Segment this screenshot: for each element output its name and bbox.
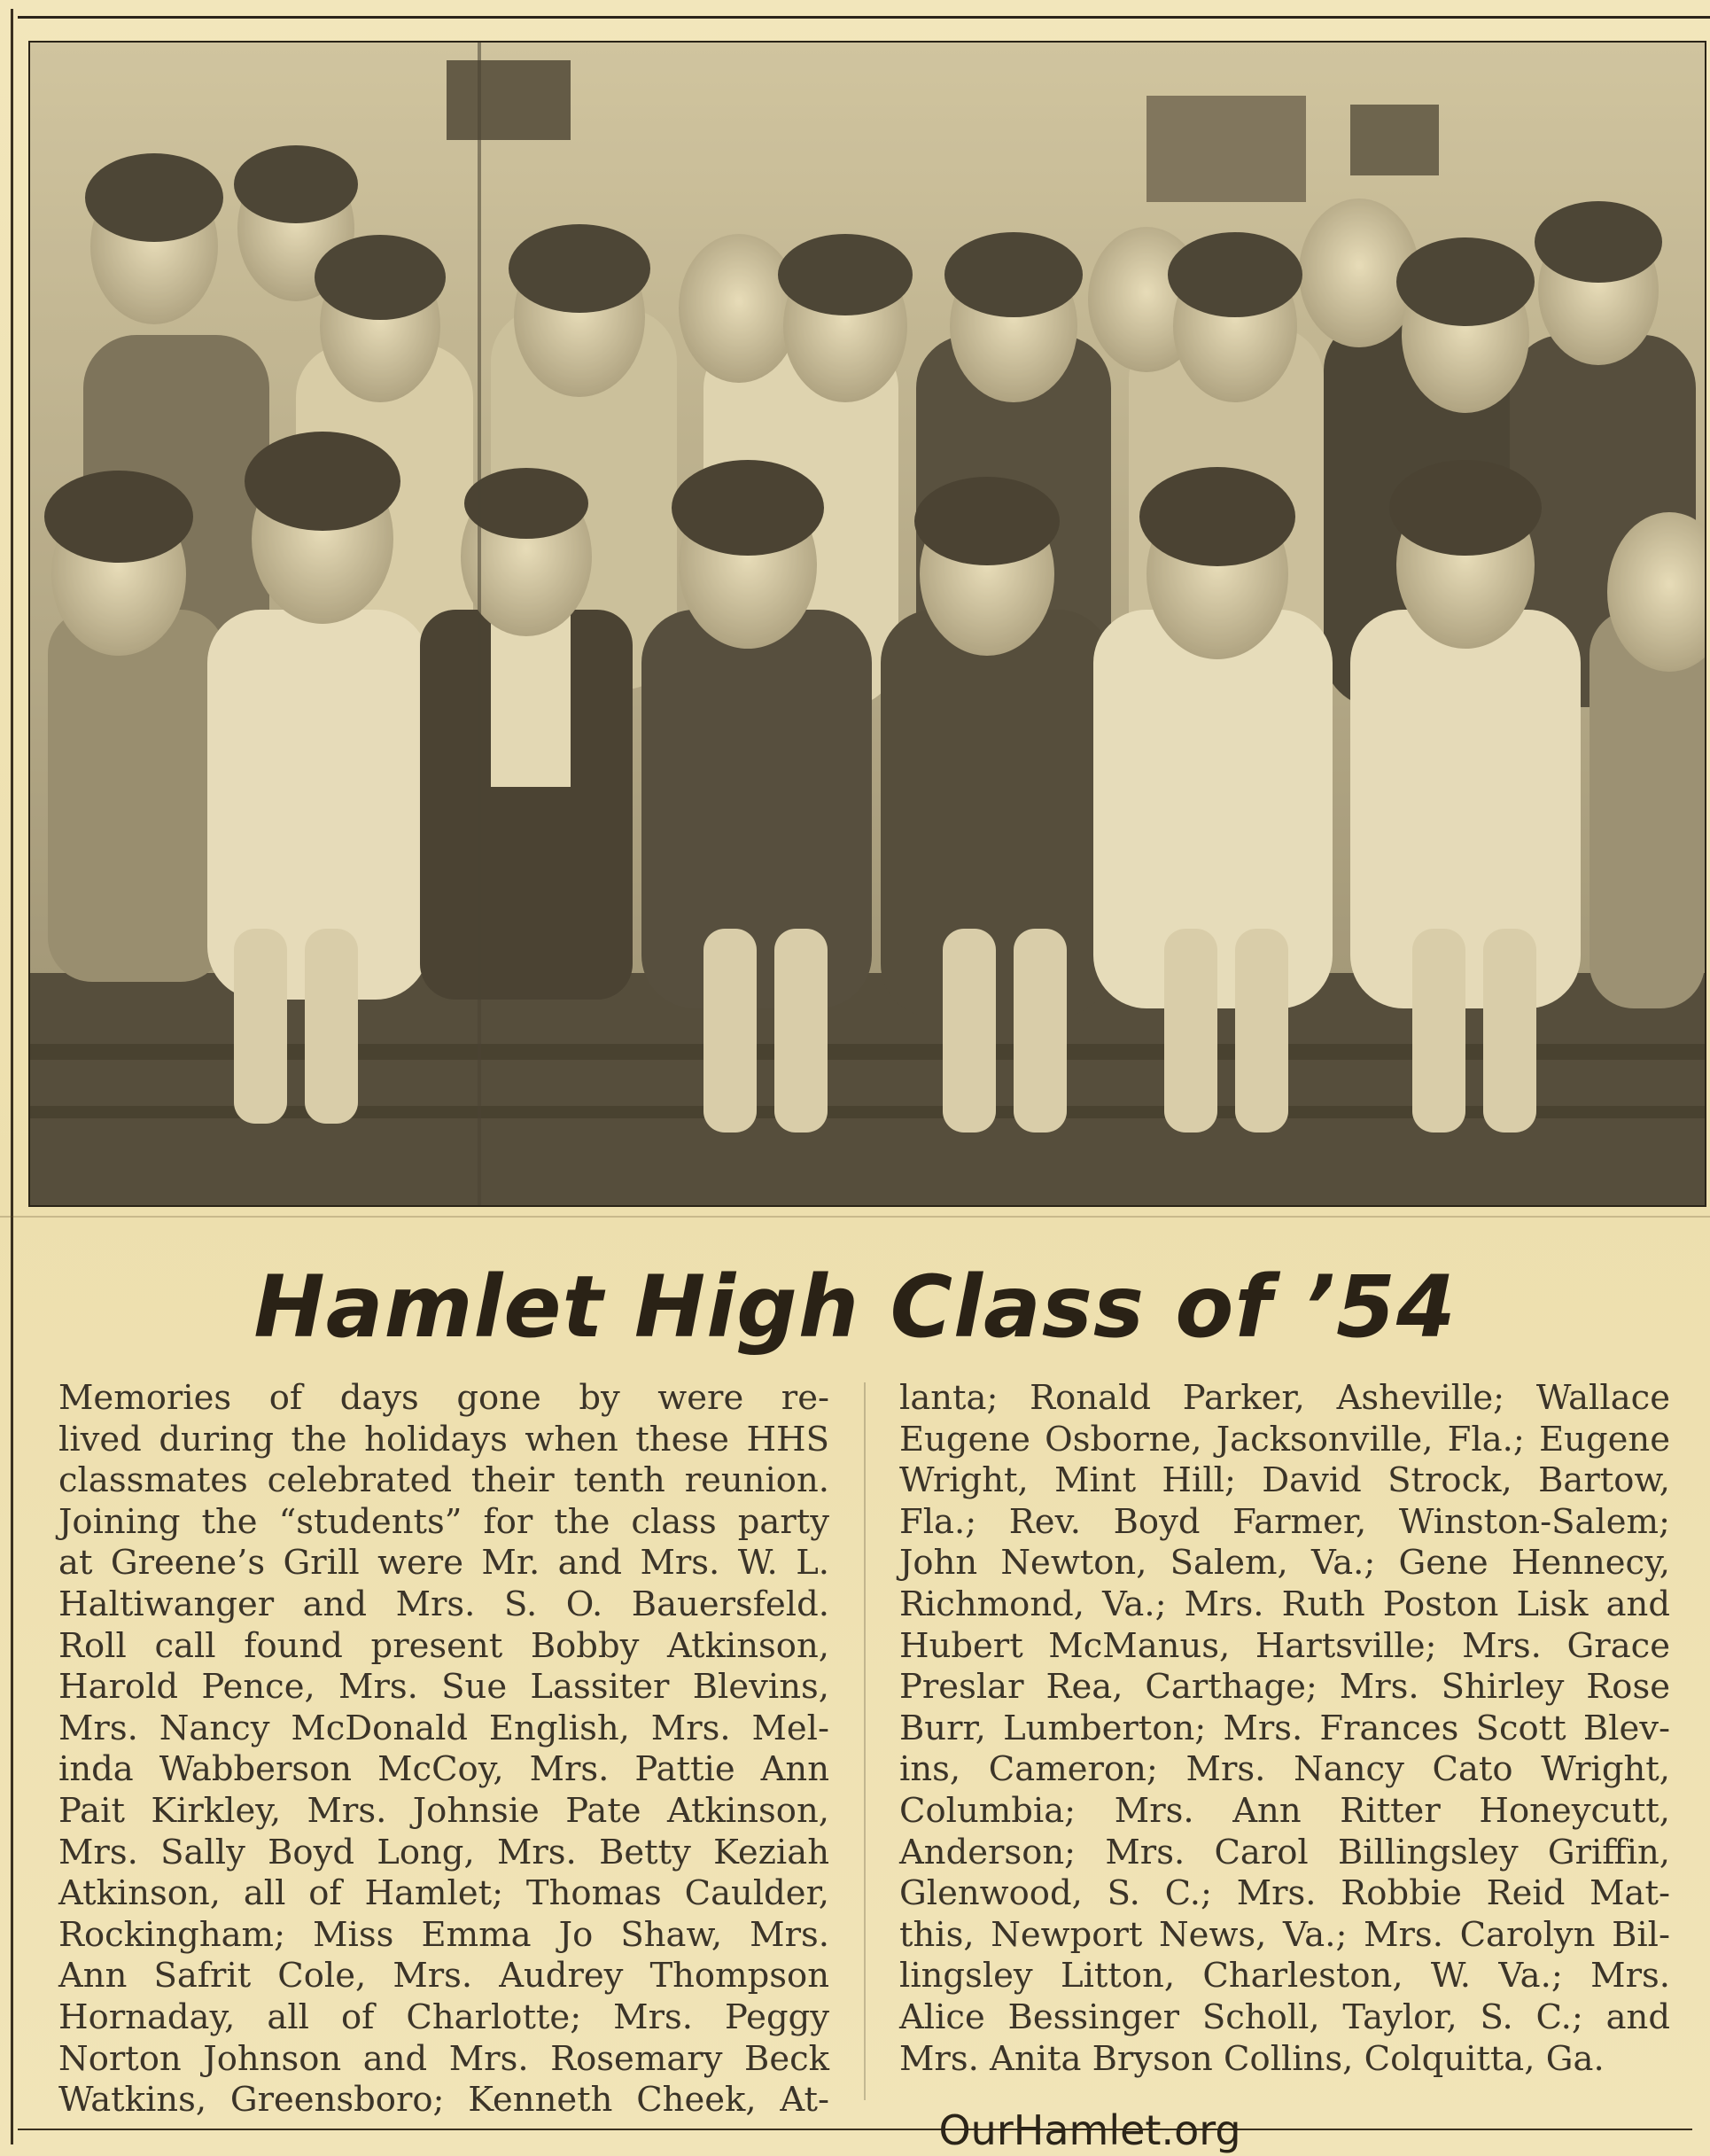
group-photo bbox=[28, 41, 1706, 1207]
article-line: Fla.; Rev. Boyd Farmer, Winston-Salem; bbox=[899, 1501, 1670, 1542]
article-line: Preslar Rea, Carthage; Mrs. Shirley Rose bbox=[899, 1667, 1670, 1708]
article-line: Hubert McManus, Hartsville; Mrs. Grace bbox=[899, 1625, 1670, 1666]
article-line: ins, Cameron; Mrs. Nancy Cato Wright, bbox=[899, 1749, 1670, 1790]
article-line: Watkins, Greensboro; Kenneth Cheek, At- bbox=[58, 2080, 829, 2121]
top-rule bbox=[18, 16, 1710, 19]
article-line: Eugene Osborne, Jacksonville, Fla.; Eugene bbox=[899, 1419, 1670, 1459]
column-divider bbox=[864, 1382, 866, 2100]
article-line: lingsley Litton, Charleston, W. Va.; Mrs. bbox=[899, 1956, 1670, 1996]
article-line: Wright, Mint Hill; David Strock, Bartow, bbox=[899, 1460, 1670, 1501]
article-line: Alice Bessinger Scholl, Taylor, S. C.; and bbox=[899, 1996, 1670, 2037]
article-line: Glenwood, S. C.; Mrs. Robbie Reid Mat- bbox=[899, 1873, 1670, 1914]
article-line: Norton Johnson and Mrs. Rosemary Beck bbox=[58, 2038, 829, 2079]
article-column-right bbox=[899, 1378, 1670, 2080]
article-line: Mrs. Anita Bryson Collins, Colquitta, Ga. bbox=[899, 2038, 1605, 2079]
article-line: classmates celebrated their tenth reunion. bbox=[58, 1460, 829, 1501]
article-line: Columbia; Mrs. Ann Ritter Honeycutt, bbox=[899, 1790, 1670, 1831]
article-line: Haltiwanger and Mrs. S. O. Bauersfeld. bbox=[58, 1584, 829, 1624]
article-line: Mrs. Nancy McDonald English, Mrs. Mel- bbox=[58, 1708, 829, 1748]
article-line: inda Wabberson McCoy, Mrs. Pattie Ann bbox=[58, 1749, 829, 1790]
article-line: Harold Pence, Mrs. Sue Lassiter Blevins, bbox=[58, 1667, 829, 1708]
article-line: Burr, Lumberton; Mrs. Frances Scott Blev- bbox=[899, 1708, 1670, 1748]
fold-line bbox=[0, 1216, 1710, 1218]
article-line: Roll call found present Bobby Atkinson, bbox=[58, 1625, 829, 1666]
article-line: Atkinson, all of Hamlet; Thomas Caulder, bbox=[58, 1873, 829, 1914]
article-line: Hornaday, all of Charlotte; Mrs. Peggy bbox=[58, 1996, 829, 2037]
group-photo-icon bbox=[30, 43, 1705, 1205]
article-line: Ann Safrit Cole, Mrs. Audrey Thompson bbox=[58, 1956, 829, 1996]
article-line: Rockingham; Miss Emma Jo Shaw, Mrs. bbox=[58, 1914, 829, 1955]
article-headline: Hamlet High Class of ’54 bbox=[253, 1257, 1457, 1357]
article-line: Pait Kirkley, Mrs. Johnsie Pate Atkinson, bbox=[58, 1790, 829, 1831]
article-line: lanta; Ronald Parker, Asheville; Wallace bbox=[899, 1378, 1670, 1418]
article-line: Richmond, Va.; Mrs. Ruth Poston Lisk and bbox=[899, 1584, 1670, 1624]
article-line: this, Newport News, Va.; Mrs. Carolyn Bil- bbox=[899, 1914, 1670, 1955]
article-line: at Greene’s Grill were Mr. and Mrs. W. L. bbox=[58, 1543, 829, 1584]
left-rule bbox=[11, 9, 13, 2144]
site-watermark: OurHamlet.org bbox=[938, 2106, 1241, 2154]
article-line: lived during the holidays when these HHS bbox=[58, 1419, 829, 1459]
article-line: Anderson; Mrs. Carol Billingsley Griffin, bbox=[899, 1832, 1670, 1872]
article-line: John Newton, Salem, Va.; Gene Hennecy, bbox=[899, 1543, 1670, 1584]
article-line: Mrs. Sally Boyd Long, Mrs. Betty Keziah bbox=[58, 1832, 829, 1872]
bottom-rule bbox=[18, 2129, 1692, 2130]
article-column-left bbox=[58, 1378, 829, 2121]
article-line: Memories of days gone by were re- bbox=[58, 1378, 829, 1418]
article-line: Joining the “students” for the class party bbox=[58, 1501, 829, 1542]
